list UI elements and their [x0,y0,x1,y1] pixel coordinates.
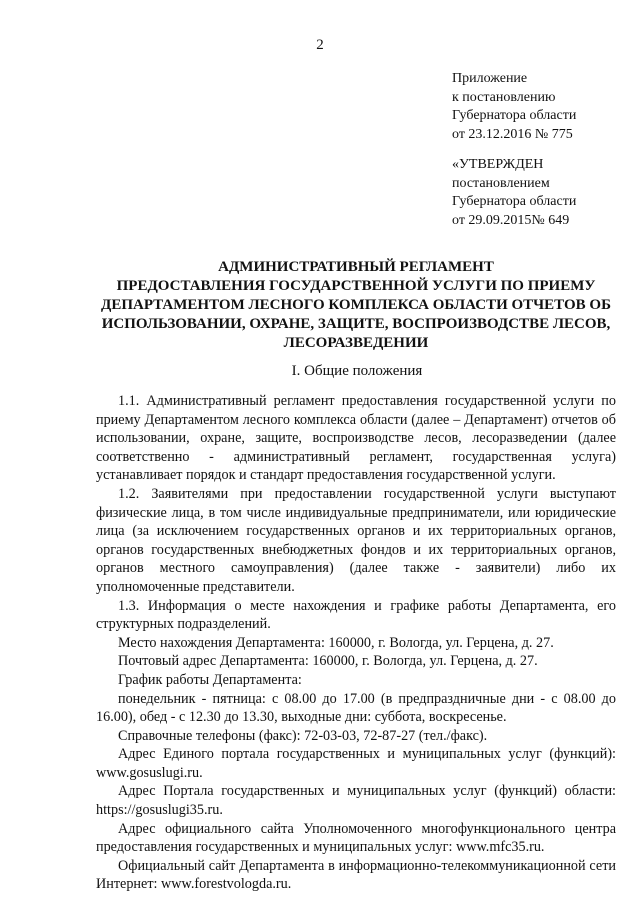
approved-line: «УТВЕРЖДЕН [452,157,544,172]
title-line: ИСПОЛЬЗОВАНИИ, ОХРАНЕ, ЗАЩИТЕ, ВОСПРОИЗВОДСТВЕ ЛЕСОВ, [101,316,611,332]
approved-block [452,156,576,230]
paragraph-1-3: 1.3. Информация о месте нахождения и графике работы Департамента, его структурных подразделений. [96,597,616,633]
paragraph-1-1: 1.1. Административный регламент предоставления государственной услуги по приему Департаментом лесного комплекса области (далее – Департамент) отчетов об использовании, охране, защите, воспроизводстве лесов, лесоразведении (далее соответственно - административный регламент, государственная услуга) устанавливает порядок и стандарт предоставления государственной услуги. [96,393,616,484]
schedule-text: понедельник - пятница: с 08.00 до 17.00 (в предпраздничные дни - с 08.00 до 16.00), обед - с 12.30 до 13.30, выходные дни: суббота, воскресенье. [96,690,616,726]
appendix-line: Приложение [452,71,528,86]
unified-portal-text: Адрес Единого портала государственных и муниципальных услуг (функций): www.gosuslugi.ru. [96,746,616,781]
title-line: АДМИНИСТРАТИВНЫЙ РЕГЛАМЕНТ [218,259,494,275]
document-title [86,258,626,353]
paragraph-1-2: 1.2. Заявителями при предоставлении государственной услуги выступают физические лица, в том числе индивидуальные предприниматели, или юридические лица (за исключением государственных органов и их территориальных органов, органов государственных внебюджетных фондов и их территориальных органов, органов местного самоуправления) (далее также - заявители) либо их уполномоченные представители. [96,485,616,595]
postal-address-text: Почтовый адрес Департамента: 160000, г. Вологда, ул. Герцена, д. 27. [118,653,538,670]
approved-line: от 29.09.2015№ 649 [452,212,570,228]
appendix-line: от 23.12.2016 № 775 [452,126,573,142]
official-site-text: Официальный сайт Департамента в информационно-телекоммуникационной сети Интернет: www.forestvologda.ru. [96,857,616,893]
section-heading: I. Общие положения [291,363,423,379]
title-line: ПРЕДОСТАВЛЕНИЯ ГОСУДАРСТВЕННОЙ УСЛУГИ ПО ПРИЕМУ [116,278,596,294]
appendix-line: Губернатора области [452,108,577,123]
regional-portal-text: Адрес Портала государственных и муниципальных услуг (функций) области: https://gosuslugi35.ru. [96,783,616,819]
appendix-line: к постановлению [452,89,556,105]
phones-text: Справочные телефоны (факс): 72-03-03, 72-87-27 (тел./факс). [118,727,488,744]
title-line: ЛЕСОРАЗВЕДЕНИИ [283,335,429,351]
location-text: Место нахождения Департамента: 160000, г. Вологда, ул. Герцена, д. 27. [118,634,554,651]
schedule-heading: График работы Департамента: [118,671,302,688]
appendix-block [452,70,576,144]
document-body [96,392,616,894]
approved-line: постановлением [452,175,550,191]
mfc-site-text: Адрес официального сайта Уполномоченного многофункционального центра предоставления государственных и муниципальных услуг: www.mfc35.ru. [96,820,616,856]
page-number: 2 [316,37,324,53]
title-line: ДЕПАРТАМЕНТОМ ЛЕСНОГО КОМПЛЕКСА ОБЛАСТИ ОТЧЕТОВ ОБ [101,297,611,313]
approved-line: Губернатора области [452,194,577,209]
